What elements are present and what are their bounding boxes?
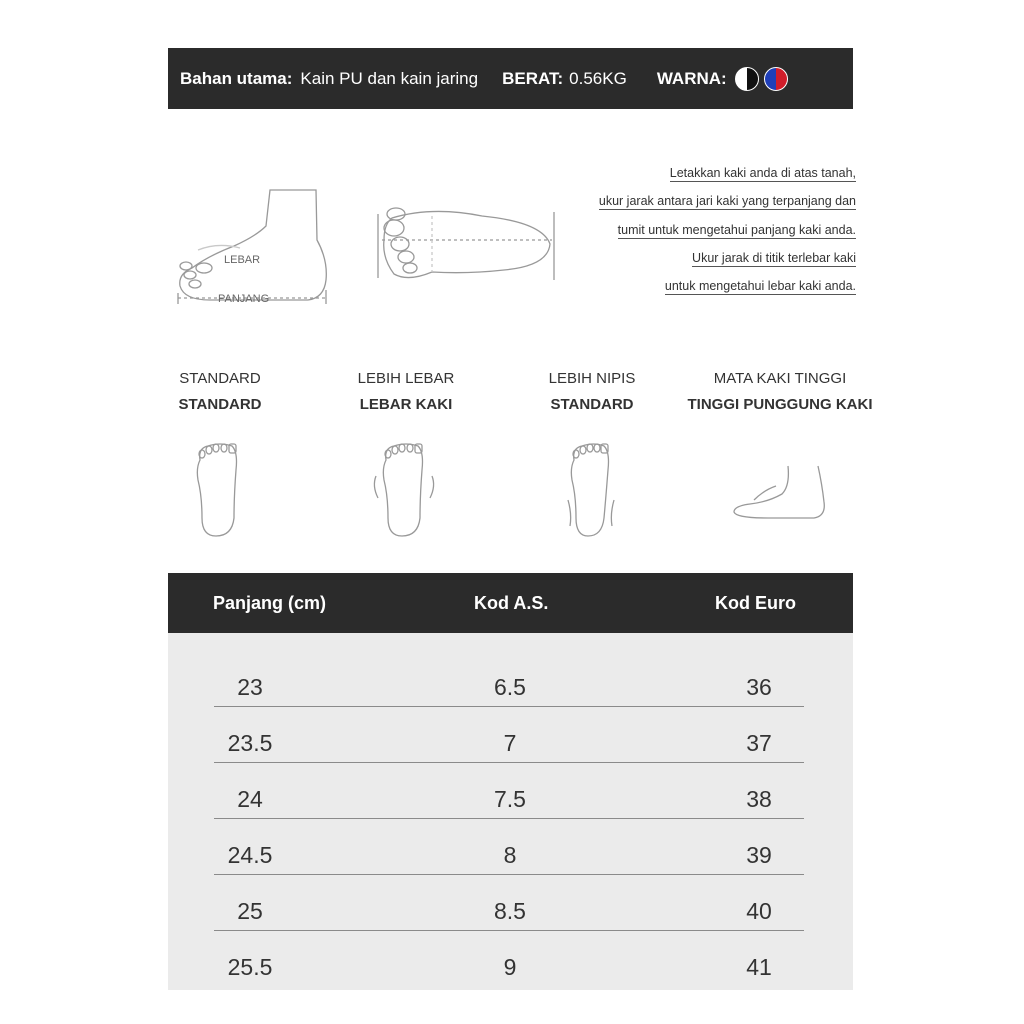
- cell-euro-size: 38: [746, 786, 772, 812]
- foot-type-subtitle: STANDARD: [178, 396, 262, 413]
- measure-instructions: [540, 162, 856, 303]
- high-instep-foot-icon: [728, 462, 832, 524]
- row-divider: [214, 930, 804, 931]
- side-foot-illustration: [170, 180, 340, 310]
- cell-euro-size: 37: [746, 730, 772, 756]
- instruction-line: ukur jarak antara jari kaki yang terpanjang dan: [598, 194, 856, 209]
- cell-length: 24.5: [227, 842, 273, 868]
- row-divider: [214, 818, 804, 819]
- cell-length: 24: [237, 786, 263, 812]
- thin-foot-icon: [560, 440, 622, 540]
- weight-label: BERAT:: [502, 68, 564, 88]
- size-table-header: [168, 573, 853, 633]
- color-swatch-black-white[interactable]: [735, 67, 759, 91]
- table-row: [214, 708, 804, 763]
- column-header-euro-size: Kod Euro: [715, 593, 796, 613]
- instruction-line: tumit untuk mengetahui panjang kaki anda.: [617, 222, 856, 237]
- cell-euro-size: 40: [746, 898, 772, 924]
- foot-type-title: STANDARD: [179, 370, 261, 387]
- row-divider: [214, 706, 804, 707]
- cell-us-size: 7: [503, 730, 517, 756]
- foot-type-wide: [336, 366, 476, 418]
- cell-us-size: 8: [503, 842, 517, 868]
- cell-length: 23.5: [227, 730, 273, 756]
- foot-type-title: MATA KAKI TINGGI: [713, 370, 847, 387]
- wide-foot-icon: [370, 440, 440, 540]
- color-group: [657, 67, 788, 91]
- table-row: [214, 876, 804, 931]
- foot-type-title: LEBIH LEBAR: [357, 370, 455, 387]
- instruction-line: Ukur jarak di titik terlebar kaki: [692, 250, 856, 265]
- column-header-us-size: Kod A.S.: [474, 593, 549, 613]
- instruction-line: untuk mengetahui lebar kaki anda.: [664, 279, 856, 294]
- table-row: [214, 820, 804, 875]
- cell-euro-size: 39: [746, 842, 772, 868]
- cell-us-size: 7.5: [494, 786, 526, 812]
- row-divider: [214, 762, 804, 763]
- size-table-body: [168, 633, 853, 990]
- foot-type-standard: [160, 366, 280, 418]
- foot-type-high-instep: [670, 366, 890, 418]
- table-row: [214, 764, 804, 819]
- cell-length: 23: [237, 674, 263, 700]
- column-header-length: Panjang (cm): [213, 593, 327, 613]
- cell-us-size: 9: [503, 954, 517, 980]
- material-value: Kain PU dan kain jaring: [300, 68, 479, 88]
- sole-top-illustration: [372, 200, 562, 290]
- width-label: LEBAR: [224, 254, 261, 266]
- cell-length: 25: [237, 898, 263, 924]
- weight-value: 0.56KG: [569, 68, 627, 88]
- standard-foot-icon: [190, 440, 246, 540]
- cell-us-size: 8.5: [494, 898, 526, 924]
- foot-type-subtitle: LEBAR KAKI: [359, 396, 453, 413]
- table-row: [214, 932, 804, 987]
- cell-length: 25.5: [227, 954, 273, 980]
- row-divider: [214, 874, 804, 875]
- foot-type-subtitle: TINGGI PUNGGUNG KAKI: [687, 396, 873, 413]
- foot-type-title: LEBIH NIPIS: [548, 370, 636, 387]
- instruction-line: Letakkan kaki anda di atas tanah,: [669, 166, 856, 180]
- cell-euro-size: 41: [746, 954, 772, 980]
- table-row: [214, 652, 804, 707]
- foot-type-subtitle: STANDARD: [550, 396, 634, 413]
- color-swatch-blue-red[interactable]: [764, 67, 788, 91]
- color-label: WARNA:: [656, 68, 727, 88]
- spec-bar: [168, 48, 853, 109]
- cell-us-size: 6.5: [494, 674, 526, 700]
- length-label: PANJANG: [218, 293, 270, 305]
- cell-euro-size: 36: [746, 674, 772, 700]
- foot-type-thin: [532, 366, 652, 418]
- material-label: Bahan utama:: [180, 68, 293, 88]
